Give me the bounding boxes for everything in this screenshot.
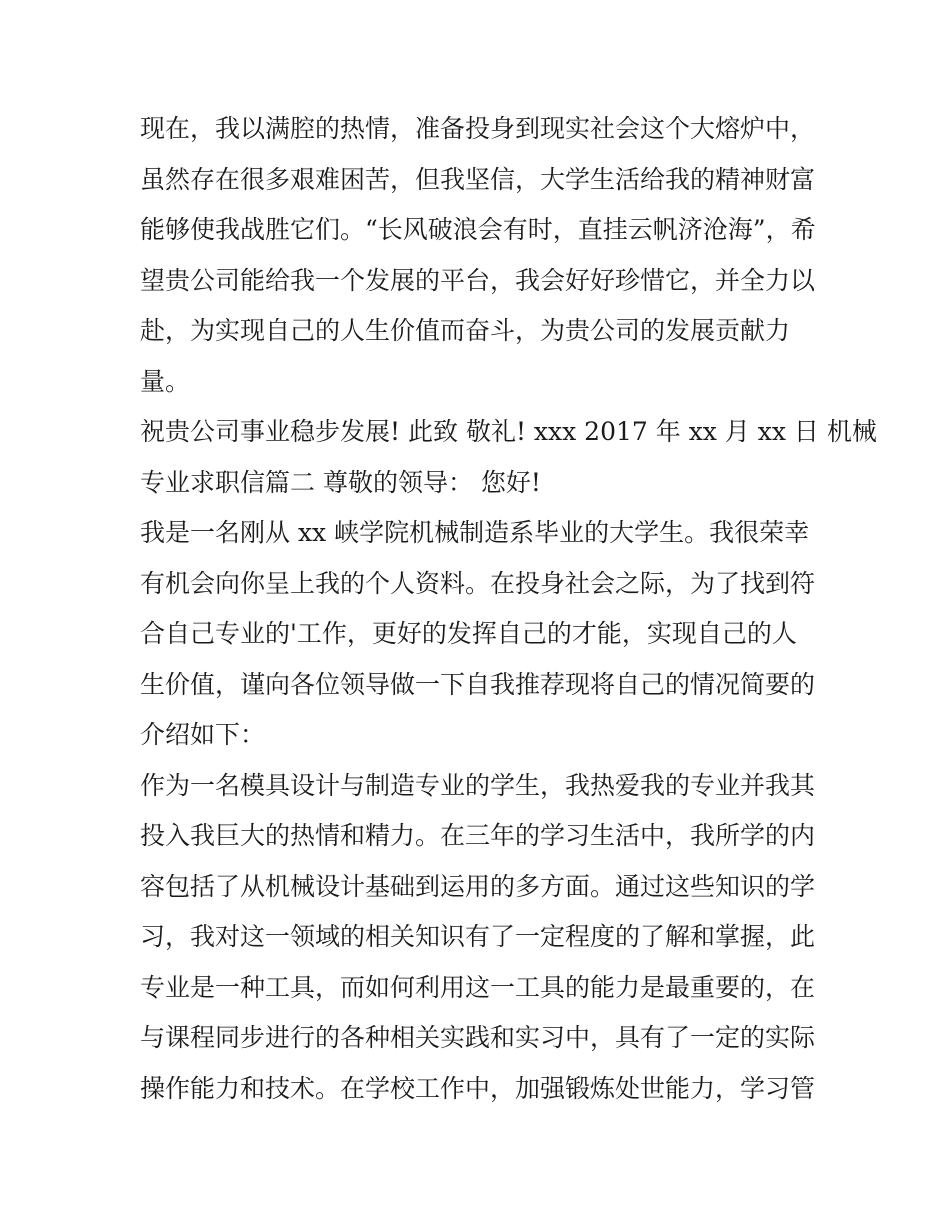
text-line: 习，我对这一领域的相关知识有了一定程度的了解和掌握，此 [140, 922, 816, 951]
text-line: 虽然存在很多艰难困苦，但我坚信，大学生活给我的精神财富 [140, 164, 816, 194]
paragraph-introduction [140, 508, 820, 761]
text-line: 专业求职信篇二 尊敬的领导： 您好! [140, 467, 541, 497]
text-line: 有机会向你呈上我的个人资料。在投身社会之际，为了找到符 [140, 568, 816, 598]
text-line: 操作能力和技术。在学校工作中，加强锻炼处世能力，学习管 [140, 1073, 816, 1103]
paragraph-salutation [140, 407, 877, 508]
text-line: 专业是一种工具，而如何利用这一工具的能力是最重要的，在 [140, 972, 816, 1002]
text-line: 能够使我战胜它们。“长风破浪会有时，直挂云帆济沧海”，希 [140, 215, 816, 244]
text-line: 量。 [140, 366, 191, 396]
paragraph-studies [140, 761, 820, 1115]
text-line: 现在，我以满腔的热情，准备投身到现实社会这个大熔炉中， [140, 114, 816, 143]
text-line: 作为一名模具设计与制造专业的学生，我热爱我的专业并我其 [140, 770, 816, 800]
text-line: 投入我巨大的热情和精力。在三年的学习生活中，我所学的内 [140, 821, 816, 850]
text-line: 介绍如下： [140, 720, 266, 749]
text-line: 祝贵公司事业稳步发展! 此致 敬礼! xxx 2017 年 xx 月 xx 日 机械 [140, 417, 877, 446]
text-line: 生价值，谨向各位领导做一下自我推荐现将自己的情况简要的 [140, 669, 816, 699]
text-line: 合自己专业的'工作，更好的发挥自己的才能，实现自己的人 [140, 619, 797, 648]
document-body [140, 104, 877, 1114]
paragraph-closing-remarks [140, 104, 820, 407]
text-line: 望贵公司能给我一个发展的平台，我会好好珍惜它，并全力以 [140, 265, 816, 295]
text-line: 容包括了从机械设计基础到运用的多方面。通过这些知识的学 [140, 871, 816, 901]
text-line: 与课程同步进行的各种相关实践和实习中，具有了一定的实际 [140, 1023, 816, 1052]
text-line: 赴，为实现自己的人生价值而奋斗，为贵公司的发展贡献力 [140, 316, 791, 345]
text-line: 我是一名刚从 xx 峡学院机械制造系毕业的大学生。我很荣幸 [140, 518, 810, 547]
